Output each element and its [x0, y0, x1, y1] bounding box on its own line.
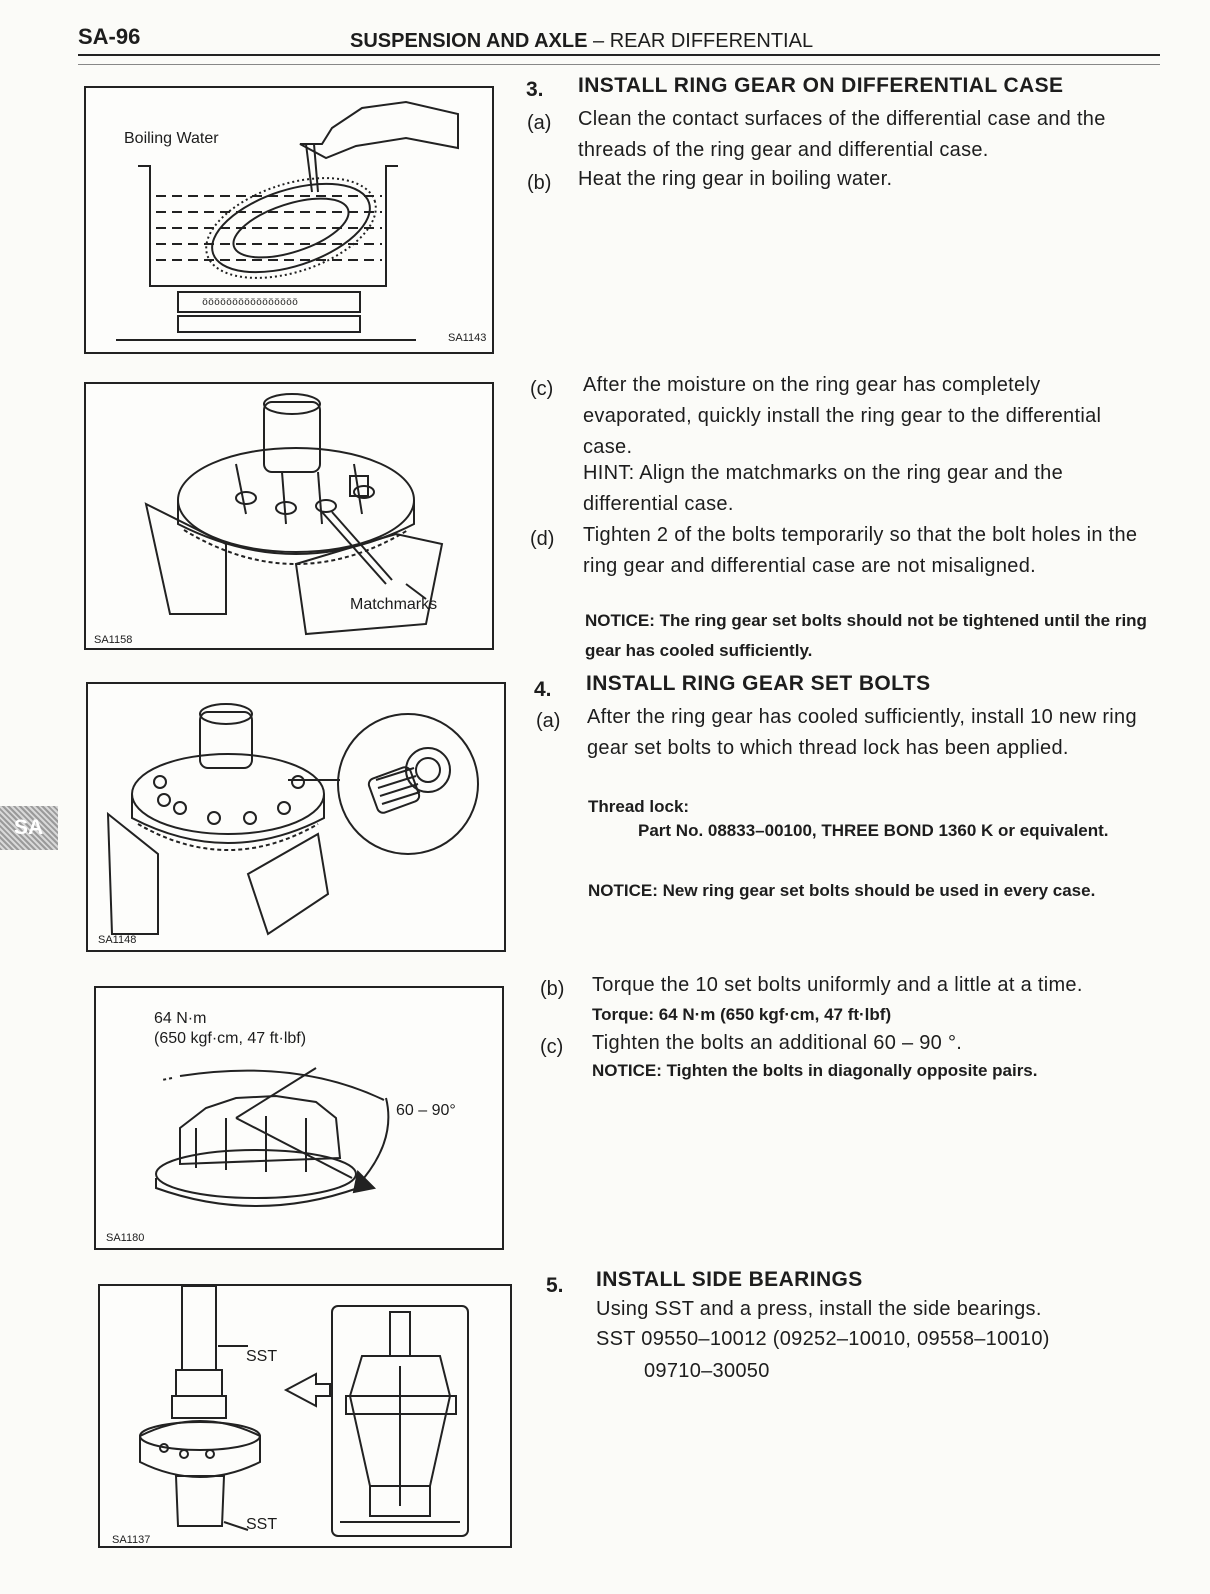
step-3b-letter: (b) [527, 172, 552, 194]
label-boiling-water: Boiling Water [124, 130, 219, 147]
header-separator: – [593, 30, 605, 52]
step-3d-notice: NOTICE: The ring gear set bolts should not be tightened until the ring gear has cooled sufficiently. [585, 611, 1147, 660]
step-3-number: 3. [526, 78, 544, 101]
step-3b-text: Heat the ring gear in boiling water. [578, 168, 893, 190]
figure-set-bolts [86, 682, 506, 952]
label-torque-nm: 64 N·m [154, 1010, 207, 1027]
figure-torque-angle [94, 986, 504, 1250]
step-4c-text: Tighten the bolts an additional 60 – 90 °. [592, 1032, 963, 1054]
figure-matchmarks [84, 382, 494, 650]
thread-lock-label: Thread lock: [588, 797, 690, 816]
page-number: SA-96 [78, 24, 141, 49]
step-5-sst-2: 09710–30050 [644, 1360, 770, 1382]
subsection-title: REAR DIFFERENTIAL [609, 30, 814, 52]
label-matchmarks: Matchmarks [350, 596, 438, 613]
step-4-number: 4. [534, 678, 552, 701]
header-rule [78, 54, 1160, 56]
step-4a-text: After the ring gear has cooled sufficiently, install 10 new ring gear set bolts to which thread lock has been applied. [587, 706, 1137, 759]
label-sst-bottom: SST [246, 1516, 278, 1533]
step-3-title: INSTALL RING GEAR ON DIFFERENTIAL CASE [578, 74, 1064, 97]
figure-side-bearings [98, 1284, 512, 1548]
step-3a-letter: (a) [527, 112, 552, 134]
figure-boiling-water [84, 86, 494, 354]
step-5-text: Using SST and a press, install the side bearings. [596, 1298, 1042, 1320]
step-4b-torque: Torque: 64 N·m (650 kgf·cm, 47 ft·lbf) [592, 1005, 892, 1024]
step-5-number: 5. [546, 1274, 564, 1297]
step-4c-notice: NOTICE: Tighten the bolts in diagonally opposite pairs. [592, 1061, 1038, 1080]
step-4-title: INSTALL RING GEAR SET BOLTS [586, 672, 931, 695]
svg-text:öööööööööööööööö: öööööööööööööööö [202, 298, 299, 309]
boiling-water-illustration [86, 88, 492, 352]
figure-id: SA1148 [98, 934, 137, 946]
step-4b-text: Torque the 10 set bolts uniformly and a little at a time. [592, 974, 1083, 996]
section-tab-label: SA [14, 816, 44, 839]
header-rule-thin [78, 64, 1160, 65]
step-3c-text: After the moisture on the ring gear has completely evaporated, quickly install the ring gear to the differential case. [583, 374, 1102, 458]
step-3a-text: Clean the contact surfaces of the differential case and the threads of the ring gear and differential case. [578, 108, 1106, 161]
step-5-sst-1: SST 09550–10012 (09252–10010, 09558–10010) [596, 1328, 1050, 1350]
running-header [350, 30, 813, 53]
label-angle: 60 – 90° [396, 1102, 456, 1119]
ring-gear-set-bolts-illustration [88, 684, 504, 950]
figure-id: SA1158 [94, 634, 133, 646]
step-5-title: INSTALL SIDE BEARINGS [596, 1268, 863, 1291]
step-3d-text: Tighten 2 of the bolts temporarily so that the bolt holes in the ring gear and differential case are not misaligned. [583, 524, 1138, 577]
step-3d-letter: (d) [530, 528, 555, 550]
label-torque-kgf: (650 kgf·cm, 47 ft·lbf) [154, 1030, 307, 1047]
step-3c-letter: (c) [530, 378, 554, 400]
figure-id: SA1143 [448, 332, 487, 344]
step-4b-letter: (b) [540, 978, 565, 1000]
section-title: SUSPENSION AND AXLE [350, 30, 588, 52]
step-4a-letter: (a) [536, 710, 561, 732]
thread-lock-value: Part No. 08833–00100, THREE BOND 1360 K or equivalent. [638, 821, 1109, 840]
label-sst-top: SST [246, 1348, 278, 1365]
step-4a-notice: NOTICE: New ring gear set bolts should be used in every case. [588, 881, 1096, 900]
figure-id: SA1137 [112, 1534, 151, 1546]
figure-id: SA1180 [106, 1232, 145, 1244]
side-bearing-press-illustration [100, 1286, 510, 1546]
step-4c-letter: (c) [540, 1036, 564, 1058]
step-3c-hint: HINT: Align the matchmarks on the ring gear and the differential case. [583, 462, 1063, 515]
